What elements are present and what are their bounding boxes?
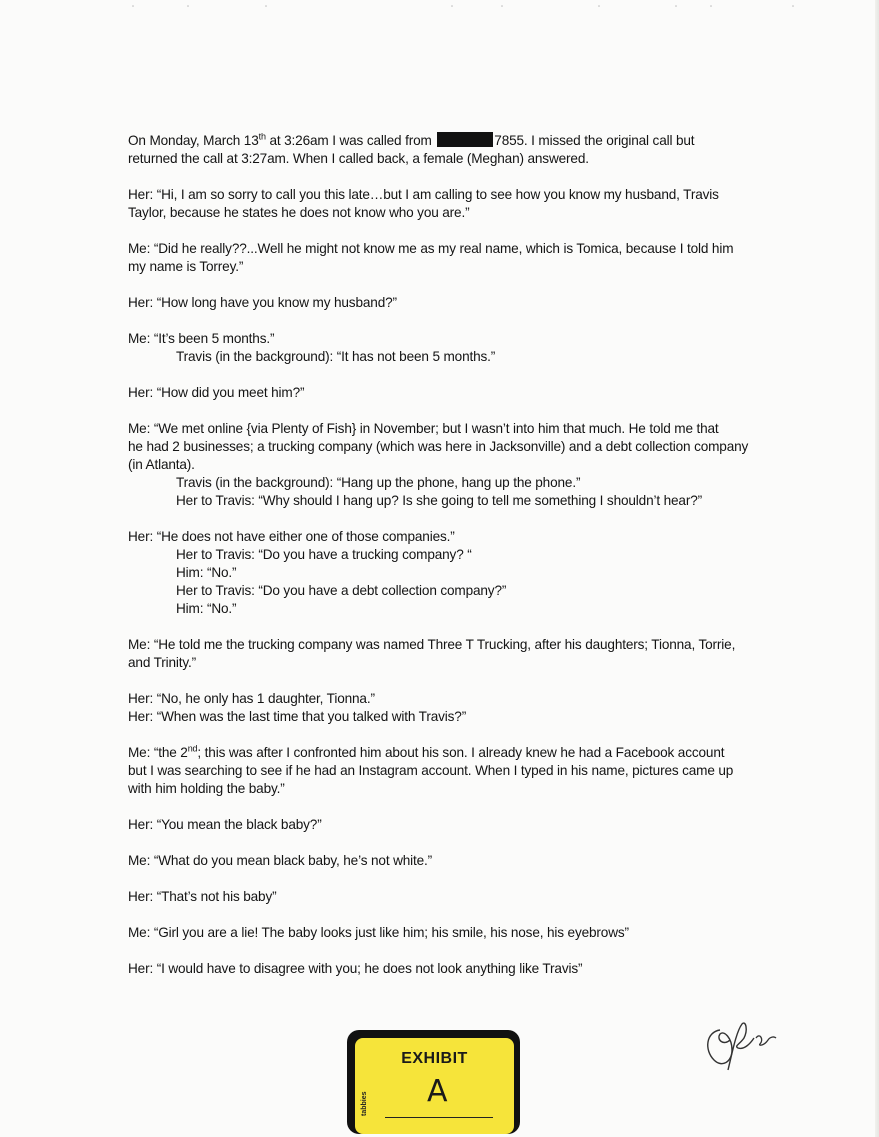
text-line: Her: “No, he only has 1 daughter, Tionna.”: [128, 691, 375, 706]
paragraph: [128, 960, 768, 978]
paragraph: [128, 240, 768, 276]
text-segment: Me: “the 2: [128, 745, 188, 760]
paragraph: [128, 888, 768, 906]
indented-line: Her to Travis: “Why should I hang up? Is she going to tell me something I shouldn’t hear?”: [176, 493, 703, 508]
indented-line: Him: “No.”: [176, 601, 237, 616]
exhibit-sticker: [347, 1030, 520, 1134]
paragraph: [128, 816, 768, 834]
text-segment: ; this was after I confronted him about his son. I already knew he had a Facebook account: [197, 745, 725, 760]
paragraph: [128, 294, 768, 312]
text-line: (in Atlanta).: [128, 457, 195, 472]
text-line: my name is Torrey.”: [128, 259, 244, 274]
ordinal-superscript: th: [258, 131, 266, 142]
handwritten-initials-signature: [698, 1010, 788, 1076]
paragraph: [128, 384, 768, 402]
text-line: Her: “He does not have either one of those companies.”: [128, 529, 455, 544]
text-line: Me: “We met online {via Plenty of Fish} in November; but I wasn’t into him that much. He told me that: [128, 421, 719, 436]
paragraph: [128, 924, 768, 942]
paragraph: [128, 186, 768, 222]
paragraph: [128, 330, 768, 366]
paragraph: [128, 852, 768, 870]
text-line: Me: “What do you mean black baby, he’s not white.”: [128, 853, 433, 868]
text-line: Her: “Hi, I am so sorry to call you this late…but I am calling to see how you know my husband, Travis: [128, 187, 719, 202]
text-line: Her: “You mean the black baby?”: [128, 817, 322, 832]
text-line: but I was searching to see if he had an Instagram account. When I typed in his name, pictures came up: [128, 763, 734, 778]
text-line: with him holding the baby.”: [128, 781, 285, 796]
text-segment: at 3:26am I was called from: [265, 133, 436, 148]
indented-line: Her to Travis: “Do you have a trucking company? “: [176, 547, 472, 562]
indented-line: Her to Travis: “Do you have a debt collection company?”: [176, 583, 507, 598]
exhibit-sticker-face: [355, 1038, 514, 1134]
text-line: Her: “That’s not his baby”: [128, 889, 277, 904]
text-line: Me: “It’s been 5 months.”: [128, 331, 275, 346]
statement-body: [128, 132, 768, 996]
text-line: [128, 132, 768, 150]
paragraph: [128, 744, 768, 798]
text-line: Taylor, because he states he does not know who you are.”: [128, 205, 470, 220]
paragraph: [128, 420, 768, 510]
text-line: Her: “When was the last time that you talked with Travis?”: [128, 709, 467, 724]
redacted-phone-number: [437, 132, 493, 147]
text-line: Me: “Did he really??...Well he might not know me as my real name, which is Tomica, because I told him: [128, 241, 734, 256]
text-line: and Trinity.”: [128, 655, 197, 670]
text-line: [128, 744, 768, 762]
paragraph: [128, 132, 768, 168]
paragraph: [128, 528, 768, 618]
indented-line: Travis (in the background): “It has not been 5 months.”: [176, 349, 496, 364]
text-line: Me: “He told me the trucking company was named Three T Trucking, after his daughters; Tionna, Torrie,: [128, 637, 736, 652]
ordinal-superscript: nd: [187, 743, 198, 754]
text-line: Her: “I would have to disagree with you; he does not look anything like Travis”: [128, 961, 583, 976]
indented-line: Travis (in the background): “Hang up the phone, hang up the phone.”: [176, 475, 581, 490]
text-segment: 7855. I missed the original call but: [494, 133, 695, 148]
scan-specks: [0, 0, 879, 20]
exhibit-underline: [385, 1117, 493, 1118]
text-segment: On Monday, March 13: [128, 133, 259, 148]
text-line: Her: “How did you meet him?”: [128, 385, 305, 400]
paragraph: [128, 690, 768, 726]
exhibit-title: EXHIBIT: [401, 1050, 468, 1067]
text-line: Me: “Girl you are a lie! The baby looks just like him; his smile, his nose, his eyebrows”: [128, 925, 629, 940]
page-edge-shadow: [875, 0, 879, 1137]
indented-line: Him: “No.”: [176, 565, 237, 580]
paragraph: [128, 636, 768, 672]
text-line: Her: “How long have you know my husband?”: [128, 295, 397, 310]
exhibit-brand: tabbies: [361, 1091, 368, 1116]
exhibit-letter: A: [427, 1074, 448, 1109]
text-line: returned the call at 3:27am. When I called back, a female (Meghan) answered.: [128, 151, 589, 166]
text-line: he had 2 businesses; a trucking company (which was here in Jacksonville) and a debt collection company: [128, 439, 749, 454]
